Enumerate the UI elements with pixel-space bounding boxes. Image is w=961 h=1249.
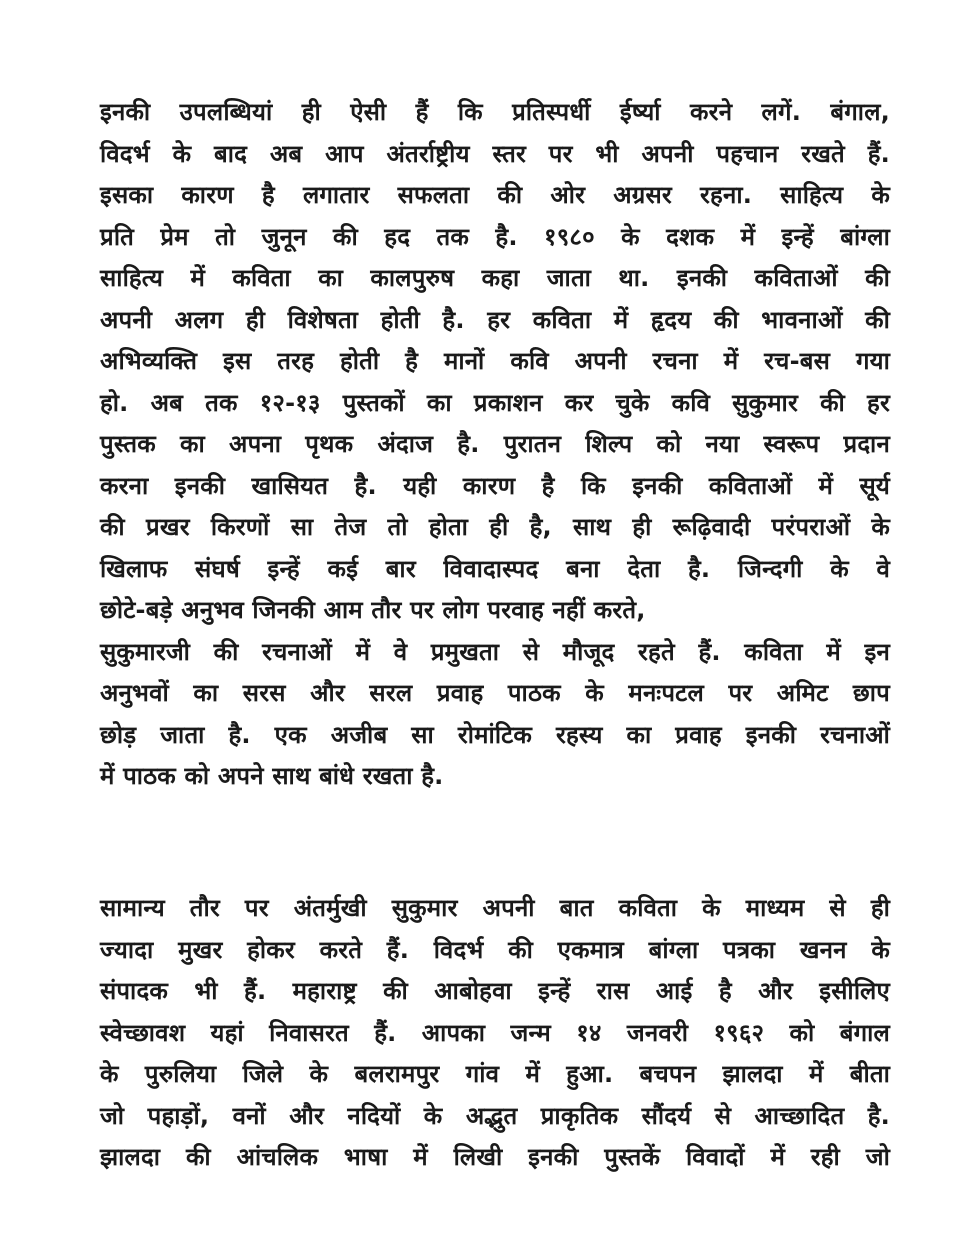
text-line: ज्यादा मुखर होकर करते हैं. विदर्भ की एकमात्र बांग्ला पत्रका खनन के — [100, 935, 890, 964]
text-line: इसका कारण है लगातार सफलता की ओर अग्रसर रहना. साहित्य के — [100, 181, 890, 209]
text-line: झालदा की आंचलिक भाषा में लिखी इनकी पुस्तकें विवादों में रही जो — [100, 1143, 890, 1171]
paragraph-2 — [100, 888, 890, 1179]
text-line: संपादक भी हैं. महाराष्ट्र की आबोहवा इन्हें रास आई है और इसीलिए — [100, 977, 890, 1005]
text-line: करना इनकी खासियत है. यही कारण है कि इनकी कविताओं में सूर्य — [100, 471, 890, 500]
text-line: सामान्य तौर पर अंतर्मुखी सुकुमार अपनी बात कविता के माध्यम से ही — [100, 894, 890, 922]
text-line: प्रति प्रेम तो जुनून की हद तक है. १९८० के दशक में इन्हें बांग्ला — [100, 222, 890, 251]
text-line: सुकुमारजी की रचनाओं में वे प्रमुखता से मौजूद रहते हैं. कविता में इन — [100, 637, 890, 666]
paragraph-1 — [100, 92, 890, 798]
text-line: की प्रखर किरणों सा तेज तो होता ही है, साथ ही रूढ़िवादी परंपराओं के — [100, 513, 890, 541]
text-line: के पुरुलिया जिले के बलरामपुर गांव में हुआ. बचपन झालदा में बीता — [100, 1060, 890, 1088]
text-line: खिलाफ संघर्ष इन्हें कई बार विवादास्पद बना देता है. जिन्दगी के वे — [100, 554, 890, 583]
text-line: स्वेच्छावश यहां निवासरत हैं. आपका जन्म १४ जनवरी १९६२ को बंगाल — [100, 1018, 890, 1047]
text-line: इनकी उपलब्धियां ही ऐसी हैं कि प्रतिस्पर्धी ईर्ष्या करने लगें. बंगाल, — [100, 98, 890, 126]
text-line: छोटे-बड़े अनुभव जिनकी आम तौर पर लोग परवाह नहीं करते, — [100, 596, 646, 624]
text-line: में पाठक को अपने साथ बांधे रखता है. — [100, 762, 444, 790]
text-line: अनुभवों का सरस और सरल प्रवाह पाठक के मनःपटल पर अमिट छाप — [100, 679, 890, 707]
text-line: पुस्तक का अपना पृथक अंदाज है. पुरातन शिल्प को नया स्वरूप प्रदान — [100, 430, 890, 458]
text-line: साहित्य में कविता का कालपुरुष कहा जाता था. इनकी कविताओं की — [100, 264, 890, 292]
text-line: अपनी अलग ही विशेषता होती है. हर कविता में हृदय की भावनाओं की — [100, 305, 890, 334]
text-line: विदर्भ के बाद अब आप अंतर्राष्ट्रीय स्तर पर भी अपनी पहचान रखते हैं. — [100, 139, 890, 168]
text-line: छोड़ जाता है. एक अजीब सा रोमांटिक रहस्य का प्रवाह इनकी रचनाओं — [100, 720, 890, 749]
text-line: जो पहाड़ों, वनों और नदियों के अद्भुत प्राकृतिक सौंदर्य से आच्छादित है. — [100, 1101, 890, 1130]
text-line: अभिव्यक्ति इस तरह होती है मानों कवि अपनी रचना में रच-बस गया — [100, 347, 890, 375]
text-line: हो. अब तक १२-१३ पुस्तकों का प्रकाशन कर चुके कवि सुकुमार की हर — [100, 388, 890, 417]
